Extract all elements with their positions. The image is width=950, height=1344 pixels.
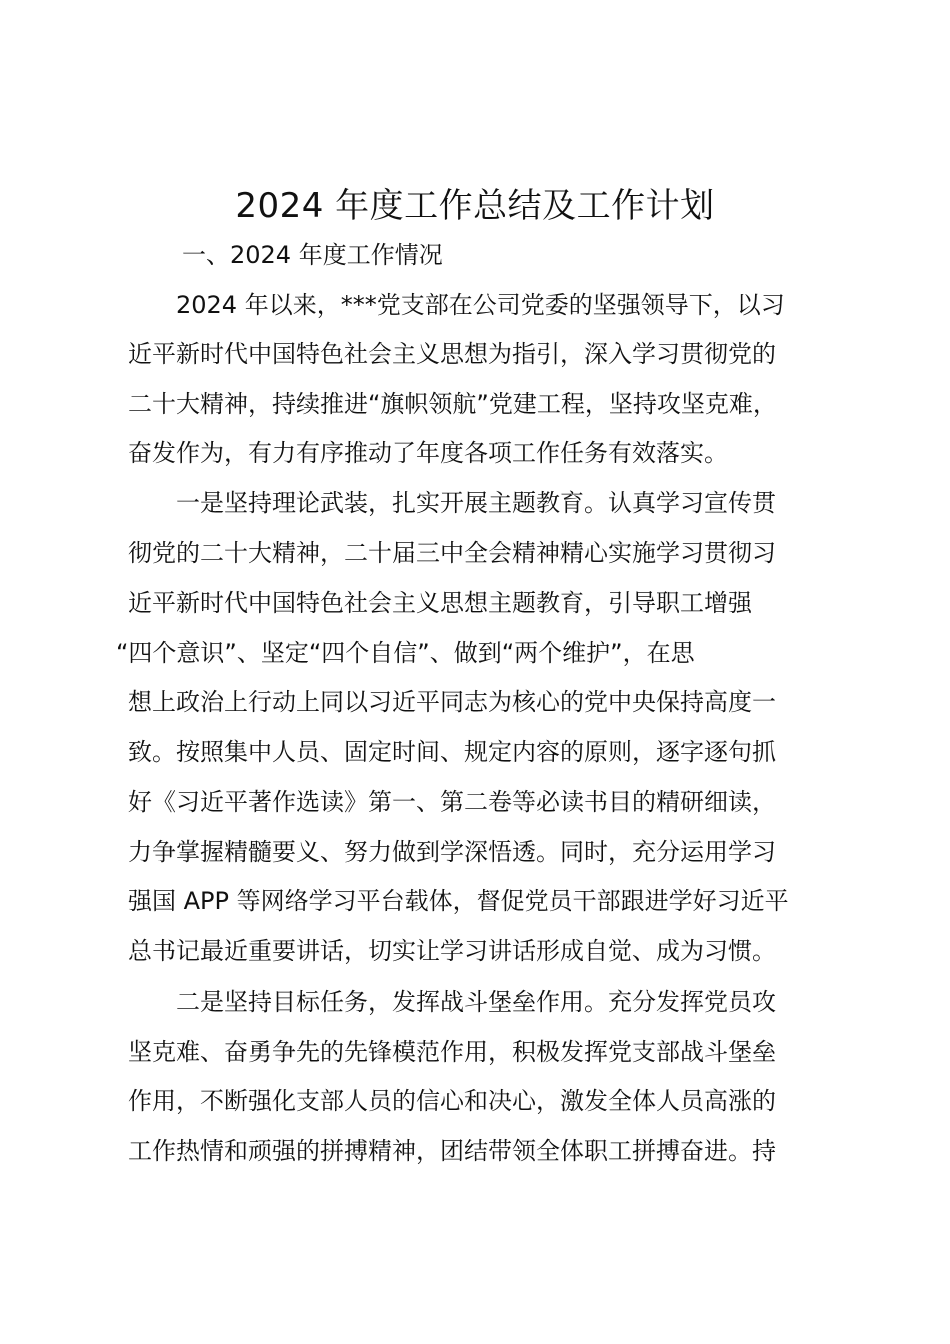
paragraph-3-line-1: 二是坚持目标任务，发挥战斗堡垒作用。充分发挥党员攻 <box>176 988 776 1016</box>
paragraph-2-line-3: 近平新时代中国特色社会主义思想主题教育，引导职工增强 <box>128 589 752 617</box>
paragraph-1-line-4: 奋发作为，有力有序推动了年度各项工作任务有效落实。 <box>128 439 728 467</box>
document-title: 2024 年度工作总结及工作计划 <box>235 186 715 226</box>
paragraph-2-line-10: 总书记最近重要讲话，切实让学习讲话形成自觉、成为习惯。 <box>128 937 776 965</box>
paragraph-1-line-3: 二十大精神，持续推进“旗帜领航”党建工程，坚持攻坚克难， <box>128 390 777 418</box>
section-heading: 一、2024 年度工作情况 <box>182 241 443 269</box>
paragraph-1-line-2: 近平新时代中国特色社会主义思想为指引，深入学习贯彻党的 <box>128 340 776 368</box>
paragraph-2-line-9: 强国 APP 等网络学习平台载体，督促党员干部跟进学好习近平 <box>128 887 789 915</box>
paragraph-2-line-8: 力争掌握精髓要义、努力做到学深悟透。同时，充分运用学习 <box>128 838 776 866</box>
paragraph-2-line-1: 一是坚持理论武装，扎实开展主题教育。认真学习宣传贯 <box>176 489 776 517</box>
paragraph-3-line-4: 工作热情和顽强的拼搏精神，团结带领全体职工拼搏奋进。持 <box>128 1137 776 1165</box>
paragraph-2-line-2: 彻党的二十大精神，二十届三中全会精神精心实施学习贯彻习 <box>128 539 776 567</box>
paragraph-2-line-7: 好《习近平著作选读》第一、第二卷等必读书目的精研细读， <box>128 788 776 816</box>
paragraph-2-line-4: “四个意识”、坚定“四个自信”、做到“两个维护”，在思 <box>116 639 695 667</box>
paragraph-2-line-6: 致。按照集中人员、固定时间、规定内容的原则，逐字逐句抓 <box>128 738 776 766</box>
paragraph-3-line-3: 作用，不断强化支部人员的信心和决心，激发全体人员高涨的 <box>128 1087 776 1115</box>
paragraph-3-line-2: 坚克难、奋勇争先的先锋模范作用，积极发挥党支部战斗堡垒 <box>128 1038 776 1066</box>
paragraph-2-line-5: 想上政治上行动上同以习近平同志为核心的党中央保持高度一 <box>128 688 776 716</box>
paragraph-1-line-1: 2024 年以来，***党支部在公司党委的坚强领导下，以习 <box>176 291 785 319</box>
